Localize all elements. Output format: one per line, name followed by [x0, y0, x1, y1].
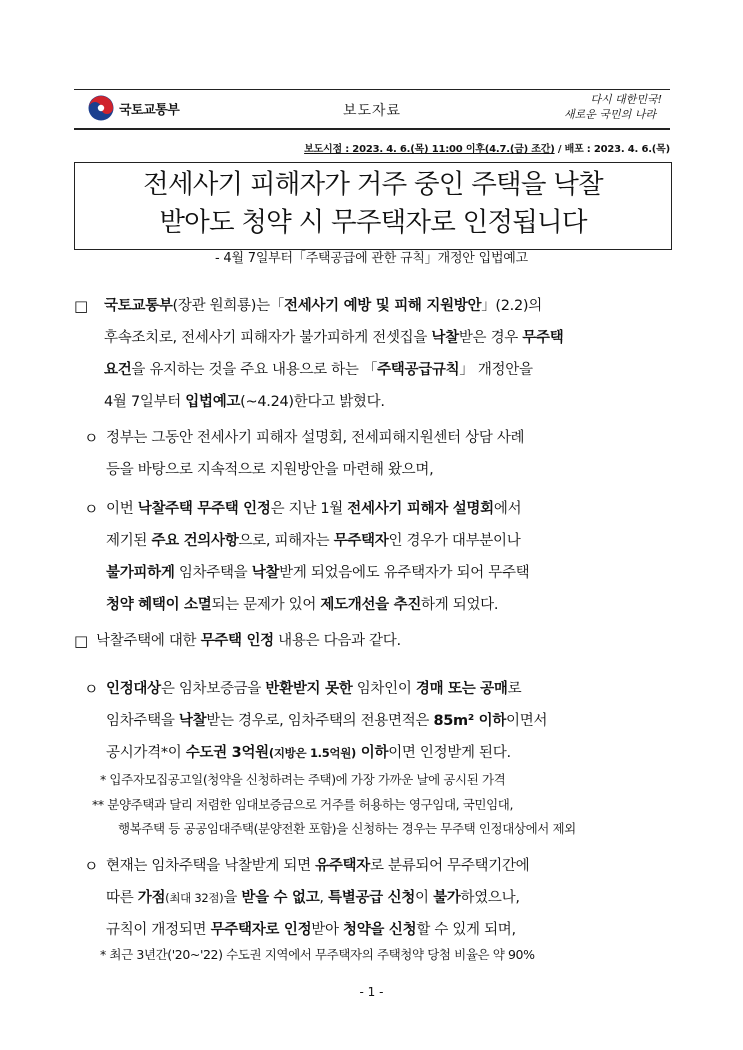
line: 정부는 그동안 전세사기 피해자 설명회, 전세피해지원센터 상담 사례: [106, 430, 525, 446]
footnote-2b: 행복주택 등 공공임대주택(분양전환 포함)을 신청하는 경우는 무주택 인정대상에서 제외: [118, 821, 576, 836]
line: 요건을 유지하는 것을 주요 내용으로 하는 「주택공급규칙」 개정안을: [104, 362, 533, 378]
line: 낙찰주택에 대한 무주택 인정 내용은 다음과 같다.: [96, 633, 401, 649]
ministry-name: 국토교통부: [119, 102, 180, 118]
circle-bullet: ㅇ: [84, 680, 99, 698]
release-time: 보도시점 : 2023. 4. 6.(목) 11:00 이후(4.7.(금) 조간): [304, 144, 555, 155]
line: 현재는 임차주택을 낙찰받게 되면 유주택자로 분류되어 무주택기간에: [106, 858, 530, 874]
circle-bullet: ㅇ: [84, 429, 99, 447]
line: 따른 가점(최대 32점)을 받을 수 없고, 특별공급 신청이 불가하였으나,: [106, 890, 520, 906]
title-line2: 받아도 청약 시 무주택자로 인정됩니다: [159, 207, 587, 238]
footnote-3: * 최근 3년간('20~'22) 수도권 지역에서 무주택자의 주택청약 당첨 비율은 약 90%: [100, 947, 535, 962]
paragraph-eligibility: [106, 673, 670, 769]
line: 인정대상은 임차보증금을 반환받지 못한 임차인이 경매 또는 공매로: [106, 681, 522, 697]
line: 임차주택을 낙찰받는 경우로, 임차주택의 전용면적은 85m² 이하이면서: [106, 713, 548, 729]
document-type: 보도자료: [342, 103, 402, 119]
slogan: [552, 92, 662, 122]
paragraph-reform-background: [106, 493, 670, 621]
slogan-line1: 다시 대한민국!: [590, 93, 662, 106]
line: 불가피하게 임차주택을 낙찰받게 되었음에도 유주택자가 되어 무주택: [106, 565, 530, 581]
paragraph-recognition-intro: [96, 625, 670, 657]
square-bullet: □: [74, 297, 89, 315]
release-info: [0, 140, 670, 155]
line: 국토교통부(장관 원희룡)는「전세사기 예방 및 피해 지원방안」(2.2)의: [104, 298, 542, 314]
line: 제기된 주요 건의사항으로, 피해자는 무주택자인 경우가 대부분이나: [106, 533, 521, 549]
title-box: [74, 162, 672, 250]
paragraph-current-status: [106, 850, 670, 946]
line: 등을 바탕으로 지속적으로 지원방안을 마련해 왔으며,: [106, 462, 434, 478]
square-bullet: □: [74, 632, 89, 650]
line: 후속조치로, 전세사기 피해자가 불가피하게 전셋집을 낙찰받은 경우 무주택: [104, 330, 564, 346]
line: 공시가격*이 수도권 3억원(지방은 1.5억원) 이하이면 인정받게 된다.: [106, 745, 511, 761]
line: 규칙이 개정되면 무주택자로 인정받아 청약을 신청할 수 있게 되며,: [106, 922, 516, 938]
line: 청약 혜택이 소멸되는 문제가 있어 제도개선을 추진하게 되었다.: [106, 597, 499, 613]
circle-bullet: ㅇ: [84, 857, 99, 875]
header-bar: [74, 89, 670, 130]
slogan-line2: 새로운 국민의 나라: [563, 108, 656, 121]
line: 이번 낙찰주택 무주택 인정은 지난 1월 전세사기 피해자 설명회에서: [106, 501, 522, 517]
distribution-date: / 배포 : 2023. 4. 6.(목): [554, 144, 670, 155]
footnote-2a: ** 분양주택과 달리 저렴한 임대보증금으로 거주를 허용하는 영구임대, 국민임대,: [92, 797, 514, 812]
paragraph-government-support: [106, 422, 670, 486]
title-line1: 전세사기 피해자가 거주 중인 주택을 낙찰: [143, 169, 603, 200]
line: 4월 7일부터 입법예고(~4.24)한다고 밝혔다.: [104, 394, 385, 410]
page-number: - 1 -: [359, 985, 384, 999]
paragraph-intro: [104, 290, 670, 418]
subtitle: - 4월 7일부터「주택공급에 관한 규칙」개정안 입법예고: [214, 251, 529, 266]
footnote-1: * 입주자모집공고일(청약을 신청하려는 주택)에 가장 가까운 날에 공시된 가격: [100, 772, 506, 787]
circle-bullet: ㅇ: [84, 500, 99, 518]
